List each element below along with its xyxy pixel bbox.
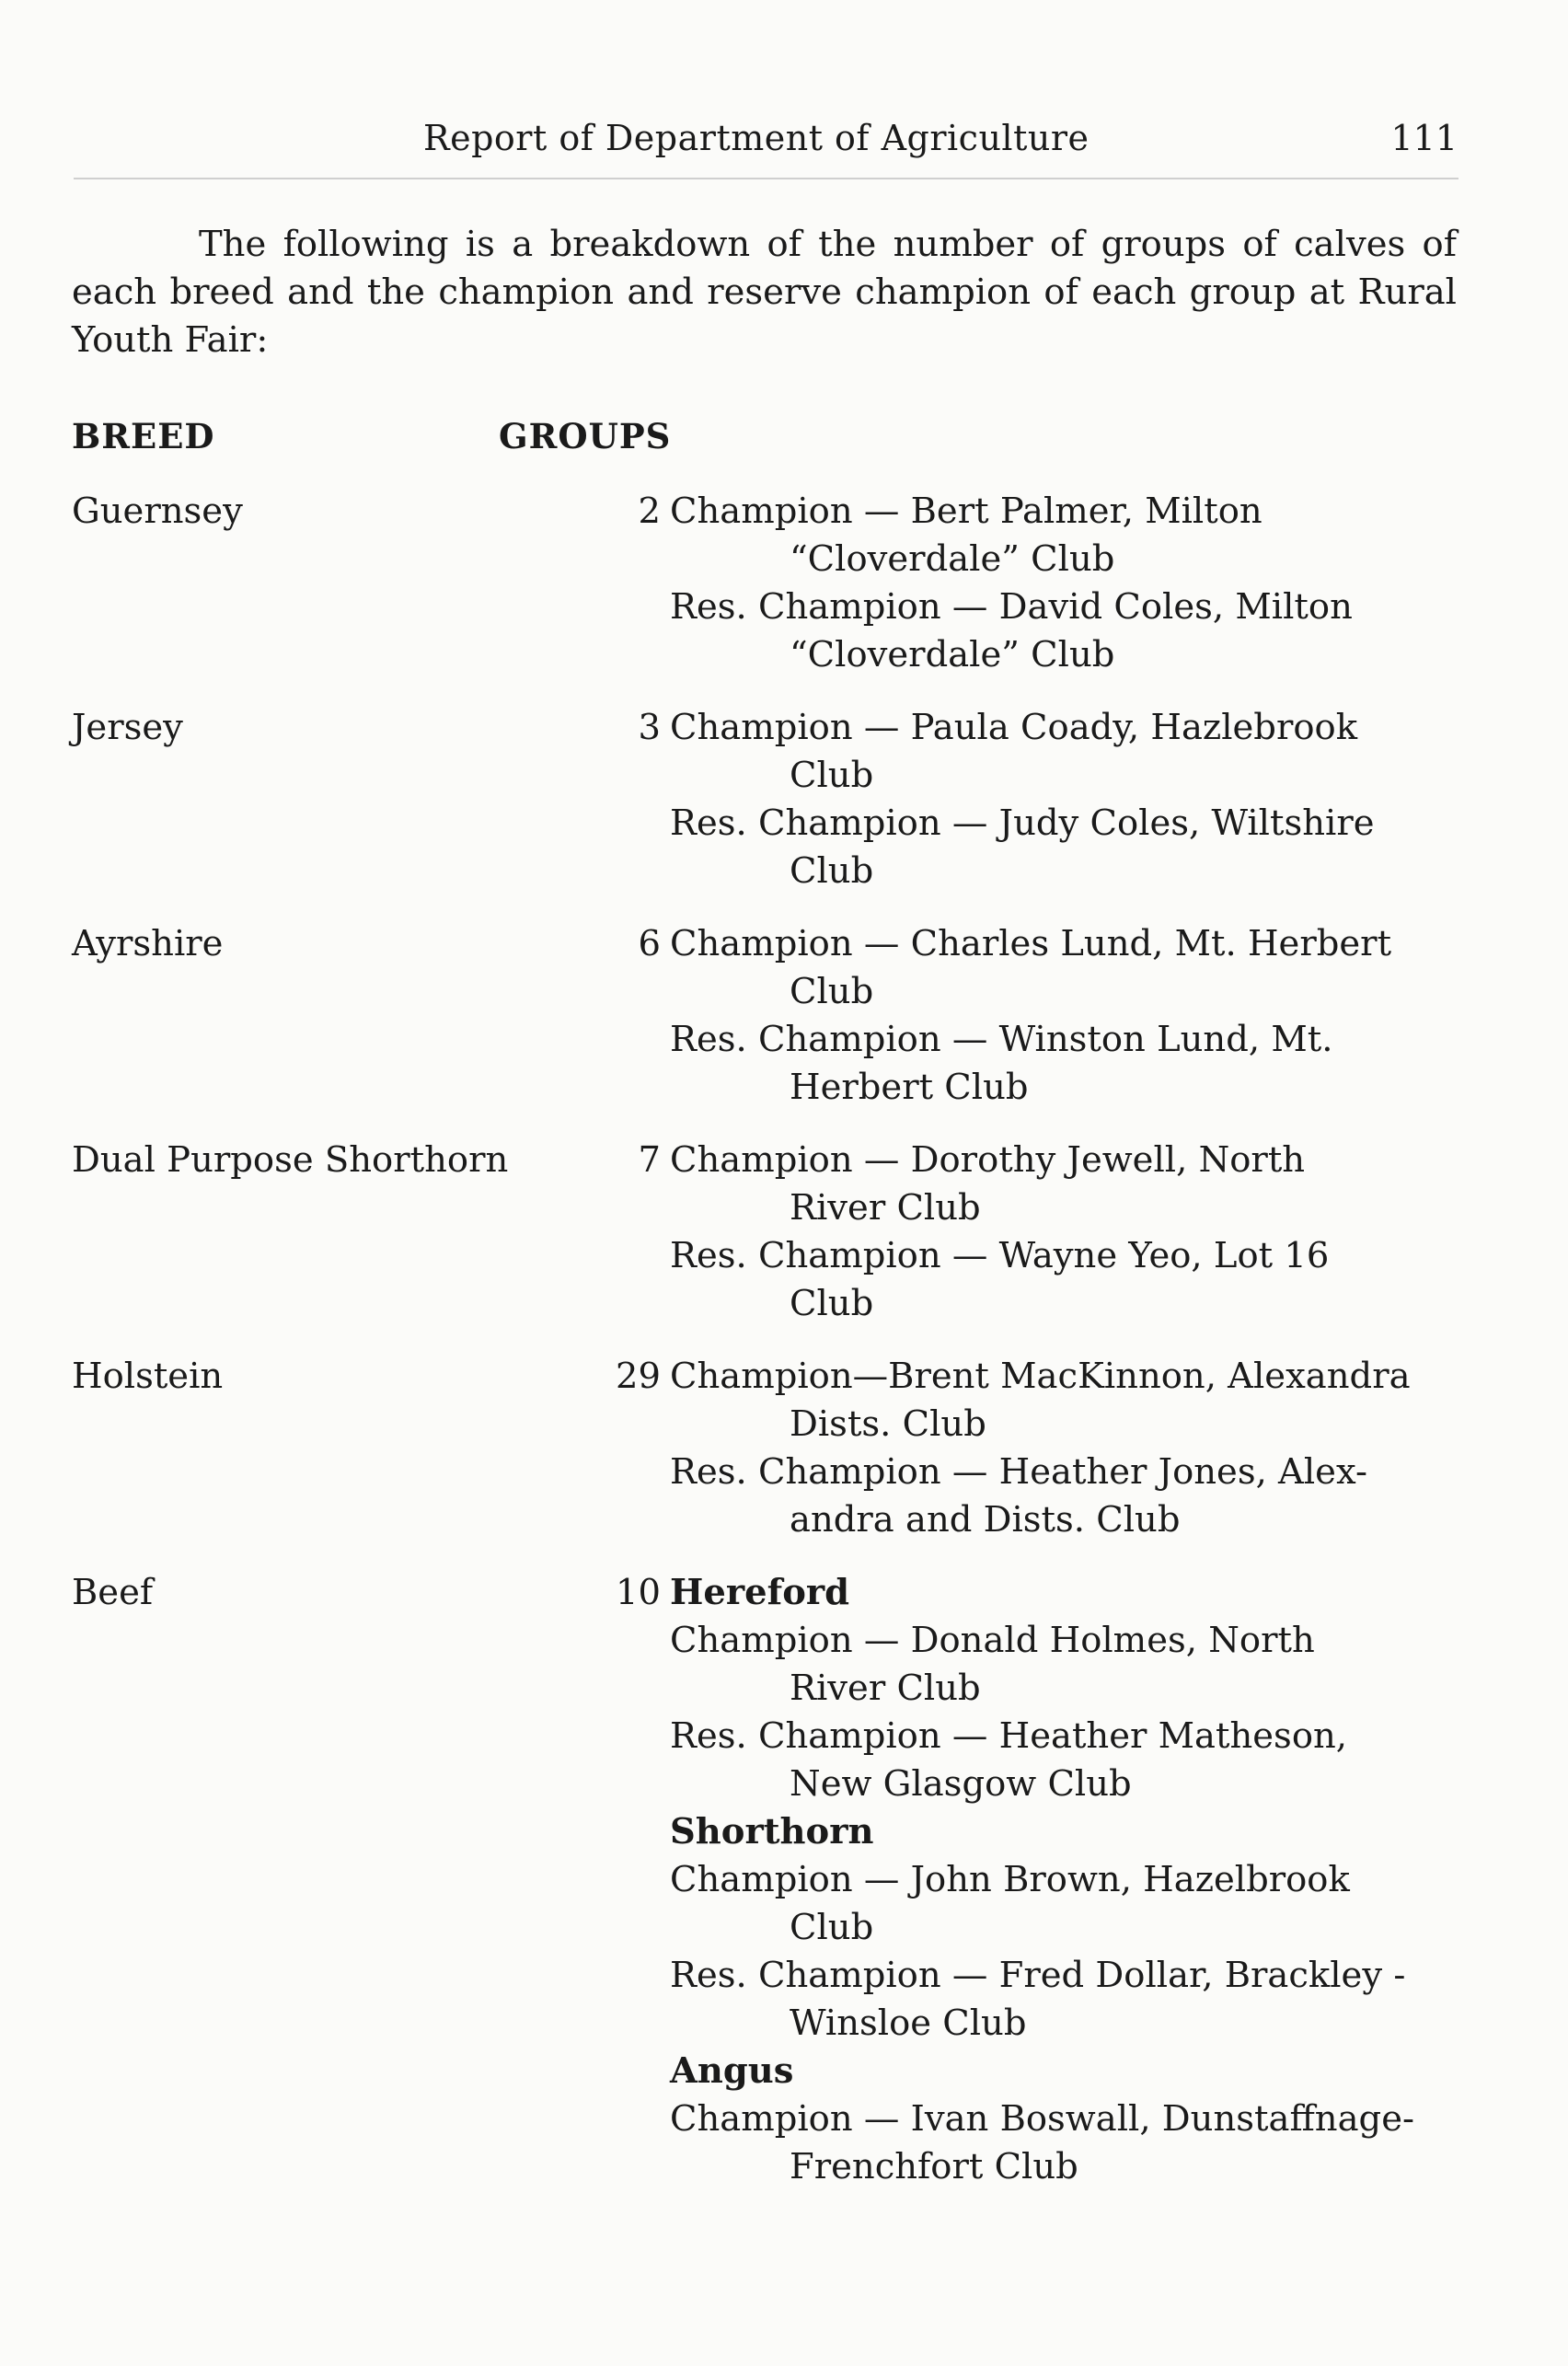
entry-line: Res. Champion — Judy Coles, Wiltshire xyxy=(670,802,1375,844)
entry-continuation: New Glasgow Club xyxy=(790,1763,1132,1805)
champion-entry xyxy=(670,704,1526,800)
entry-continuation: Club xyxy=(790,1907,874,1948)
group-count: 2 xyxy=(638,491,661,532)
column-header-breed: BREED xyxy=(72,416,215,456)
entry-continuation: Club xyxy=(790,850,874,892)
champion-list xyxy=(670,1137,1526,1328)
entry-continuation: Herbert Club xyxy=(790,1067,1029,1108)
reserve-champion-entry xyxy=(670,1232,1526,1328)
reserve-champion-entry xyxy=(670,800,1526,895)
entry-continuation: andra and Dists. Club xyxy=(790,1499,1181,1541)
entry-line: Res. Champion — Heather Jones, Alex- xyxy=(670,1451,1368,1493)
breed-name: Beef xyxy=(72,1572,154,1613)
entry-line: Res. Champion — Heather Matheson, xyxy=(670,1715,1348,1757)
entry-line: Champion — Ivan Boswall, Dunstaffnage- xyxy=(670,2098,1414,2140)
champion-entry xyxy=(670,488,1526,583)
entry-continuation: “Cloverdale” Club xyxy=(790,538,1115,580)
reserve-champion-entry xyxy=(670,1713,1526,1808)
champion-list xyxy=(670,1353,1526,1544)
subgroup-heading: Hereford xyxy=(670,1572,850,1613)
header-rule xyxy=(74,178,1458,179)
reserve-champion-entry xyxy=(670,1952,1526,2048)
entry-continuation: Dists. Club xyxy=(790,1403,986,1445)
entry-line: Res. Champion — Fred Dollar, Brackley - xyxy=(670,1955,1406,1996)
subgroup-heading: Angus xyxy=(670,2050,794,2092)
entry-continuation: Club xyxy=(790,971,874,1012)
entry-line: Champion — Dorothy Jewell, North xyxy=(670,1139,1306,1181)
entry-continuation: Winsloe Club xyxy=(790,2002,1027,2044)
entry-line: Res. Champion — Wayne Yeo, Lot 16 xyxy=(670,1235,1330,1276)
champion-entry xyxy=(670,1617,1526,1713)
champion-entry xyxy=(670,920,1526,1016)
entry-line: Champion — Paula Coady, Hazlebrook xyxy=(670,707,1358,748)
champion-list xyxy=(670,488,1526,679)
entry-line: Champion — John Brown, Hazelbrook xyxy=(670,1859,1350,1900)
group-count: 10 xyxy=(616,1572,661,1613)
group-count: 7 xyxy=(638,1139,661,1181)
group-count: 3 xyxy=(638,707,661,748)
champion-entry xyxy=(670,1137,1526,1232)
breed-name: Holstein xyxy=(72,1356,224,1397)
intro-text: The following is a breakdown of the number of groups of calves of each breed and the champion and reserve champion of each group at Rural Youth Fair: xyxy=(72,224,1457,361)
running-head: Report of Department of Agriculture xyxy=(423,118,1090,158)
column-header-groups: GROUPS xyxy=(499,416,672,456)
entry-continuation: River Club xyxy=(790,1668,981,1709)
page-number: 111 xyxy=(1390,118,1458,158)
entry-line: Champion — Bert Palmer, Milton xyxy=(670,491,1262,532)
breed-name: Jersey xyxy=(72,707,183,748)
reserve-champion-entry xyxy=(670,583,1526,679)
entry-continuation: Club xyxy=(790,1283,874,1324)
entry-continuation: Frenchfort Club xyxy=(790,2146,1078,2187)
reserve-champion-entry xyxy=(670,1016,1526,1112)
group-count: 29 xyxy=(616,1356,661,1397)
entry-continuation: River Club xyxy=(790,1187,981,1229)
champion-list xyxy=(670,920,1526,1112)
breed-name: Dual Purpose Shorthorn xyxy=(72,1139,509,1181)
entry-line: Champion — Charles Lund, Mt. Herbert xyxy=(670,923,1392,964)
entry-line: Res. Champion — Winston Lund, Mt. xyxy=(670,1019,1333,1060)
champion-entry xyxy=(670,2095,1526,2191)
entry-line: Res. Champion — David Coles, Milton xyxy=(670,586,1353,628)
subgroup-heading: Shorthorn xyxy=(670,1811,874,1852)
entry-continuation: Club xyxy=(790,755,874,796)
entry-line: Champion — Donald Holmes, North xyxy=(670,1620,1315,1661)
champion-list xyxy=(670,1569,1526,2191)
champion-entry xyxy=(670,1353,1526,1448)
entry-continuation: “Cloverdale” Club xyxy=(790,634,1115,675)
entry-line: Champion—Brent MacKinnon, Alexandra xyxy=(670,1356,1411,1397)
champion-entry xyxy=(670,1856,1526,1952)
breed-name: Ayrshire xyxy=(72,923,224,964)
intro-paragraph xyxy=(72,221,1457,364)
champion-list xyxy=(670,704,1526,895)
breed-name: Guernsey xyxy=(72,491,243,532)
reserve-champion-entry xyxy=(670,1448,1526,1544)
group-count: 6 xyxy=(638,923,661,964)
